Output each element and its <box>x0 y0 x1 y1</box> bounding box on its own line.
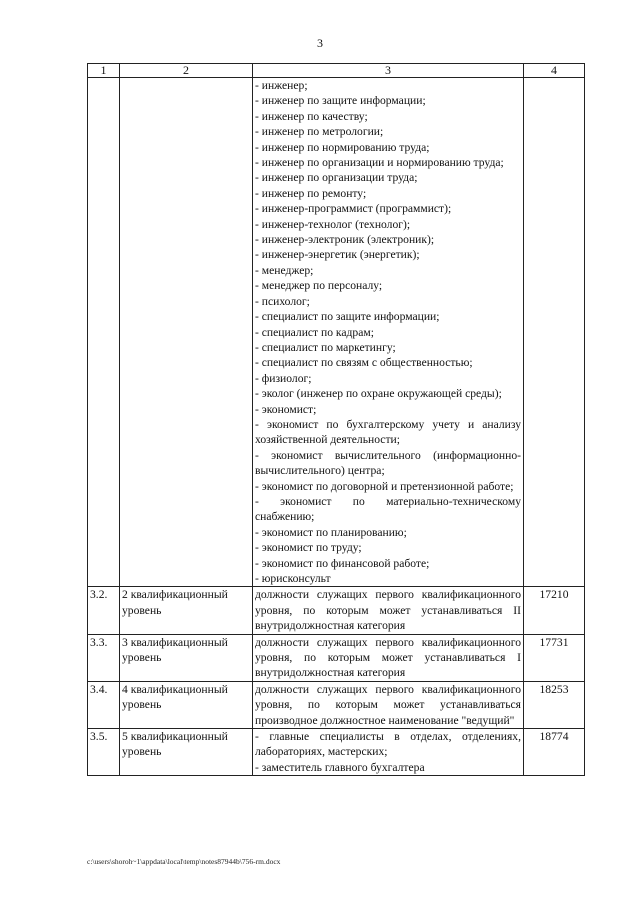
position-list-item: - экономист вычислительного (информационно-вычислительного) центра; <box>255 448 521 478</box>
position-list-item: - инженер-энергетик (энергетик); <box>255 248 420 262</box>
position-list-item: - экономист по планированию; <box>255 525 407 539</box>
row-number: 3.4. <box>88 681 120 728</box>
footer-file-path: c:\users\shoroh~1\appdata\local\temp\notes87944b\756-rm.docx <box>87 857 281 866</box>
qualification-level: 4 квалификационный уровень <box>120 681 253 728</box>
position-list-item: - инженер по ремонту; <box>255 186 367 200</box>
table-row <box>88 681 585 728</box>
position-list-item: - специалист по кадрам; <box>255 325 374 339</box>
page-number: 3 <box>317 36 323 50</box>
position-list-item: - инженер по организации труда; <box>255 171 418 185</box>
header-cell-3: 3 <box>253 64 524 78</box>
empty-level-cell <box>120 78 253 587</box>
position-list-item: - специалист по маркетингу; <box>255 340 396 354</box>
header-cell-2: 2 <box>120 64 253 78</box>
description-line: - главные специалисты в отделах, отделениях, лабораториях, мастерских; <box>255 730 521 759</box>
table-row <box>88 634 585 681</box>
row-number: 3.2. <box>88 587 120 634</box>
salary-value: 17210 <box>524 587 585 634</box>
qualification-level: 3 квалификационный уровень <box>120 634 253 681</box>
table-row <box>88 587 585 634</box>
position-list-item: - инженер по метрологии; <box>255 125 384 139</box>
position-list-item: - экономист по бухгалтерскому учету и анализу хозяйственной деятельности; <box>255 417 521 447</box>
position-list-item: - экономист; <box>255 402 317 416</box>
position-list-item: - инженер по качеству; <box>255 109 368 123</box>
salary-value: 18253 <box>524 681 585 728</box>
position-list-item: - экономист по финансовой работе; <box>255 556 430 570</box>
position-list-item: - специалист по связям с общественностью; <box>255 356 473 370</box>
position-list-item: - экономист по договорной и претензионной работе; <box>255 479 514 493</box>
position-list-item: - экономист по материально-техническому снабжению; <box>255 494 521 524</box>
positions-description <box>253 587 524 634</box>
position-list-item: - юрисконсульт <box>255 572 331 585</box>
row-number: 3.3. <box>88 634 120 681</box>
table-row <box>88 729 585 776</box>
positions-description <box>253 634 524 681</box>
description-line: - заместитель главного бухгалтера <box>255 760 425 774</box>
qualification-table <box>87 63 585 776</box>
position-list-item: - инженер-технолог (технолог); <box>255 217 411 231</box>
position-list-item: - менеджер по персоналу; <box>255 279 383 293</box>
positions-description <box>253 729 524 776</box>
description-line: должности служащих первого квалификационного уровня, по которым может устанавливаться производное должностное наименование "ведущий" <box>255 682 521 727</box>
positions-description <box>253 681 524 728</box>
position-list-item: - менеджер; <box>255 263 314 277</box>
qualification-level: 5 квалификационный уровень <box>120 729 253 776</box>
position-list-item: - специалист по защите информации; <box>255 310 440 324</box>
position-list-item: - инженер-программист (программист); <box>255 202 452 216</box>
position-list-item: - инженер по нормированию труда; <box>255 140 430 154</box>
qualification-level: 2 квалификационный уровень <box>120 587 253 634</box>
position-list-item: - инженер по защите информации; <box>255 94 426 108</box>
empty-salary-cell <box>524 78 585 587</box>
header-cell-4: 4 <box>524 64 585 78</box>
position-list-item: - эколог (инженер по охране окружающей среды); <box>255 387 502 401</box>
position-list-item: - экономист по труду; <box>255 541 362 555</box>
position-list-item: - физиолог; <box>255 371 312 385</box>
position-list-item: - психолог; <box>255 294 310 308</box>
header-cell-1: 1 <box>88 64 120 78</box>
description-line: должности служащих первого квалификационного уровня, по которым может устанавливаться II внутридолжностная категория <box>255 588 521 633</box>
salary-value: 17731 <box>524 634 585 681</box>
description-line: должности служащих первого квалификационного уровня, по которым может устанавливаться I внутридолжностная категория <box>255 635 521 680</box>
empty-number-cell <box>88 78 120 587</box>
position-list-item: - инженер по организации и нормированию труда; <box>255 156 504 170</box>
table-row-positions-list <box>88 78 585 587</box>
salary-value: 18774 <box>524 729 585 776</box>
row-number: 3.5. <box>88 729 120 776</box>
table-header-row <box>88 64 585 78</box>
positions-list-cell <box>253 78 524 587</box>
position-list-item: - инженер-электроник (электроник); <box>255 233 435 247</box>
position-list-item: - инженер; <box>255 79 308 92</box>
